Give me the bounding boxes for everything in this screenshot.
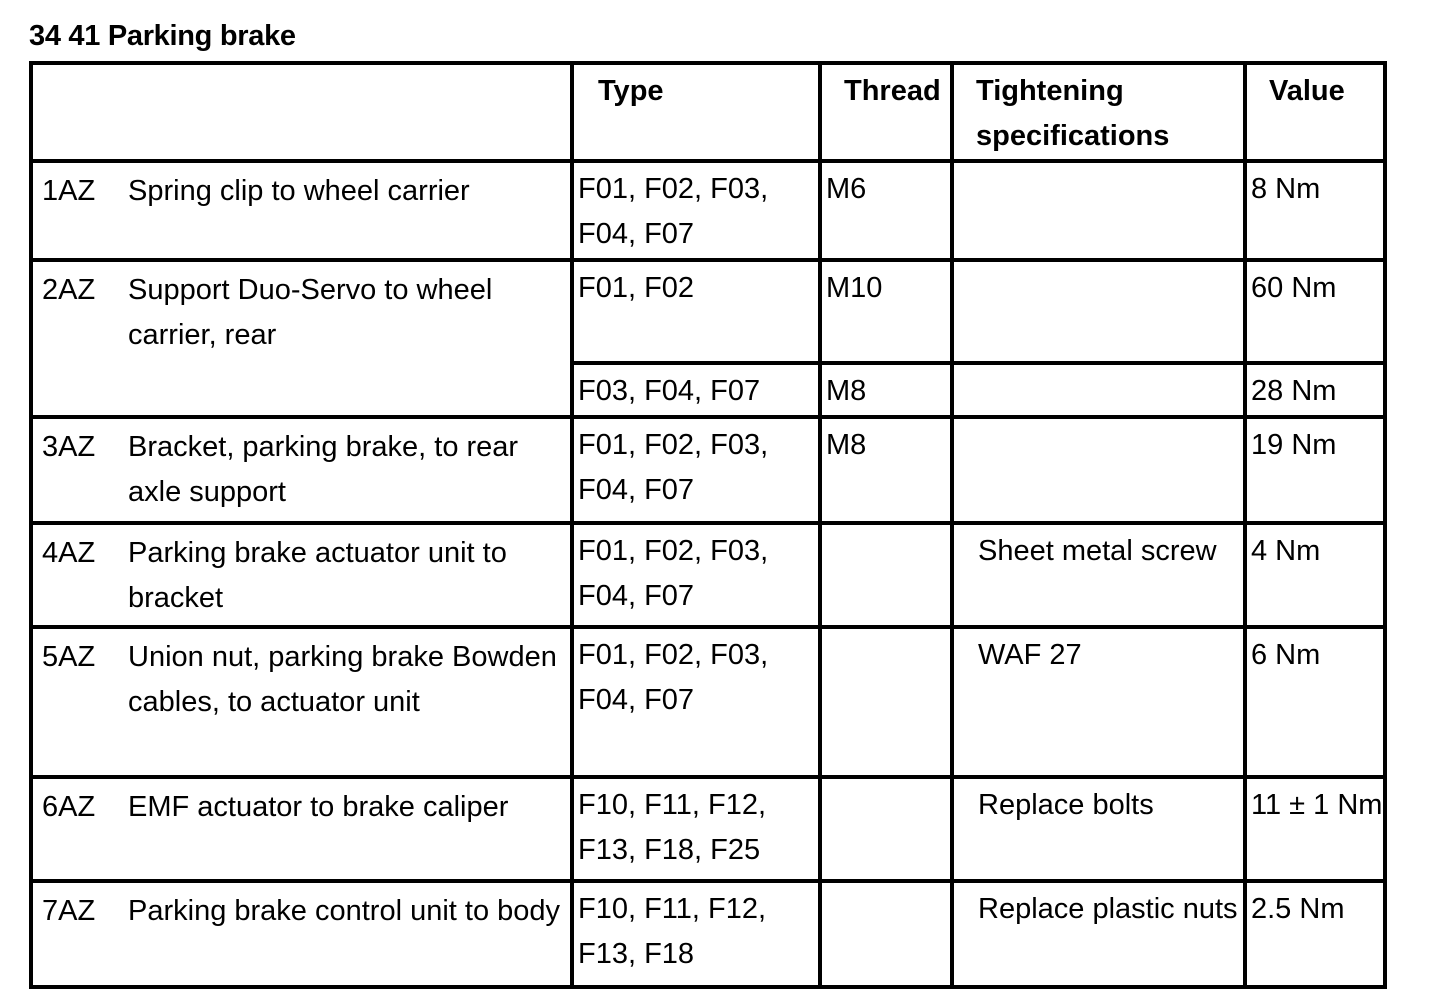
component-code: 3AZ bbox=[42, 431, 96, 463]
thread-cell bbox=[820, 777, 952, 881]
thread-cell: M8 bbox=[820, 363, 952, 417]
spec-cell: WAF 27 bbox=[952, 627, 1245, 777]
component-code: 4AZ bbox=[42, 537, 96, 569]
component-description: Union nut, parking brake Bowden cables, to actuator unit bbox=[128, 641, 557, 718]
table-row bbox=[31, 881, 1385, 987]
value-cell: 6 Nm bbox=[1245, 627, 1385, 777]
table-row bbox=[31, 777, 1385, 881]
spec-cell bbox=[952, 161, 1245, 260]
component-description: Bracket, parking brake, to rear axle support bbox=[128, 431, 519, 508]
spec-cell: Replace bolts bbox=[952, 777, 1245, 881]
table-row bbox=[31, 627, 1385, 777]
thread-cell: M10 bbox=[820, 260, 952, 363]
type-cell: F10, F11, F12, F13, F18 bbox=[572, 881, 820, 987]
type-cell: F01, F02, F03, F04, F07 bbox=[572, 161, 820, 260]
tightening-spec-table bbox=[29, 61, 1387, 989]
thread-cell: M8 bbox=[820, 417, 952, 523]
header-component bbox=[31, 63, 572, 161]
type-cell: F01, F02, F03, F04, F07 bbox=[572, 627, 820, 777]
page-title: 34 41 Parking brake bbox=[29, 20, 296, 52]
table-row bbox=[31, 161, 1385, 260]
type-cell: F01, F02, F03, F04, F07 bbox=[572, 523, 820, 627]
component-description: Parking brake control unit to body bbox=[128, 895, 561, 927]
thread-cell bbox=[820, 523, 952, 627]
type-cell: F03, F04, F07 bbox=[572, 363, 820, 417]
table-header-row bbox=[31, 63, 1385, 161]
header-tightening-specifications: Tightening specifications bbox=[952, 63, 1245, 161]
value-cell: 60 Nm bbox=[1245, 260, 1385, 363]
component-cell bbox=[31, 777, 572, 881]
component-description: Parking brake actuator unit to bracket bbox=[128, 537, 507, 614]
component-code: 6AZ bbox=[42, 791, 96, 823]
type-cell: F10, F11, F12, F13, F18, F25 bbox=[572, 777, 820, 881]
component-description: Support Duo-Servo to wheel carrier, rear bbox=[128, 274, 493, 351]
table-row bbox=[31, 417, 1385, 523]
type-cell: F01, F02, F03, F04, F07 bbox=[572, 417, 820, 523]
value-cell: 28 Nm bbox=[1245, 363, 1385, 417]
header-type: Type bbox=[572, 63, 820, 161]
spec-cell bbox=[952, 260, 1245, 363]
value-cell: 4 Nm bbox=[1245, 523, 1385, 627]
component-code: 5AZ bbox=[42, 641, 96, 673]
header-thread: Thread bbox=[820, 63, 952, 161]
thread-cell bbox=[820, 881, 952, 987]
header-value: Value bbox=[1245, 63, 1385, 161]
value-cell: 2.5 Nm bbox=[1245, 881, 1385, 987]
component-description: Spring clip to wheel carrier bbox=[128, 175, 470, 207]
component-cell bbox=[31, 881, 572, 987]
spec-cell: Sheet metal screw bbox=[952, 523, 1245, 627]
component-code: 7AZ bbox=[42, 895, 96, 927]
component-cell bbox=[31, 161, 572, 260]
table-row bbox=[31, 260, 1385, 363]
component-description: EMF actuator to brake caliper bbox=[128, 791, 509, 823]
spec-cell bbox=[952, 363, 1245, 417]
value-cell: 19 Nm bbox=[1245, 417, 1385, 523]
component-code: 2AZ bbox=[42, 274, 96, 306]
component-code: 1AZ bbox=[42, 175, 96, 207]
component-cell bbox=[31, 627, 572, 777]
thread-cell bbox=[820, 627, 952, 777]
component-cell bbox=[31, 260, 572, 417]
type-cell: F01, F02 bbox=[572, 260, 820, 363]
value-cell: 11 ± 1 Nm bbox=[1245, 777, 1385, 881]
spec-cell: Replace plastic nuts bbox=[952, 881, 1245, 987]
component-cell bbox=[31, 417, 572, 523]
thread-cell: M6 bbox=[820, 161, 952, 260]
component-cell bbox=[31, 523, 572, 627]
value-cell: 8 Nm bbox=[1245, 161, 1385, 260]
spec-cell bbox=[952, 417, 1245, 523]
table-row bbox=[31, 523, 1385, 627]
